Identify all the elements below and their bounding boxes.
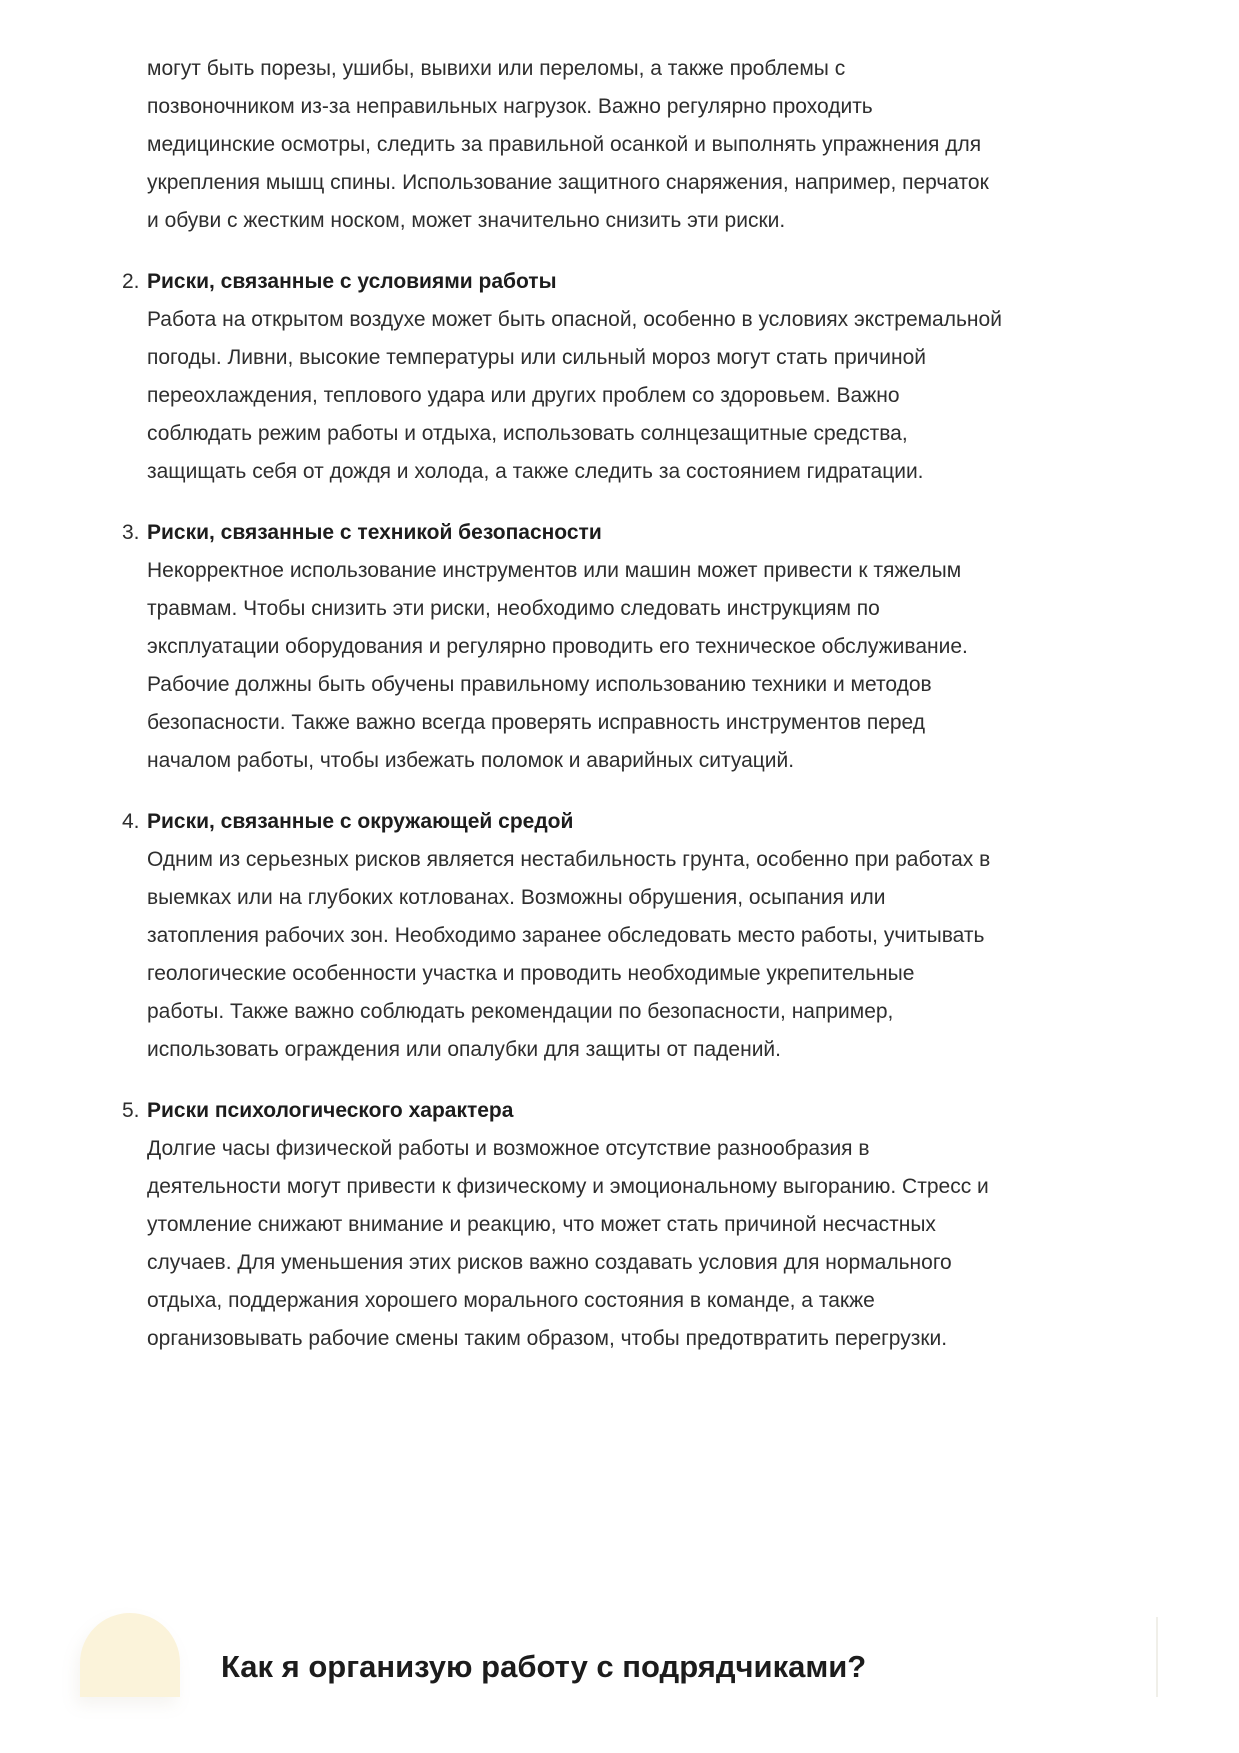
list-item-title: Риски психологического характера: [147, 1099, 514, 1122]
text-line: позвоночником из-за неправильных нагрузок. Важно регулярно проходить: [147, 95, 873, 118]
risk-list: [122, 263, 1152, 1358]
list-item-number: 4.: [122, 810, 140, 833]
list-item-number: 2.: [122, 270, 140, 293]
text-line: случаев. Для уменьшения этих рисков важно создавать условия для нормального: [147, 1251, 952, 1274]
text-line: выемках или на глубоких котлованах. Возможны обрушения, осыпания или: [147, 886, 886, 909]
list-item-body: [147, 1092, 1152, 1358]
list-item-paragraph: [147, 1130, 1152, 1358]
text-line: соблюдать режим работы и отдыха, использовать солнцезащитные средства,: [147, 422, 908, 445]
list-item: [122, 263, 1152, 491]
list-item-title: Риски, связанные с окружающей средой: [147, 810, 574, 833]
list-item-paragraph: [147, 841, 1152, 1069]
list-item-title: Риски, связанные с условиями работы: [147, 270, 557, 293]
text-line: безопасности. Также важно всегда проверять исправность инструментов перед: [147, 711, 926, 734]
intro-paragraph: [147, 50, 1152, 240]
text-line: и обуви с жестким носком, может значительно снизить эти риски.: [147, 209, 786, 232]
arch-decoration: [80, 1613, 180, 1697]
list-item-number: 3.: [122, 521, 140, 544]
list-item: [122, 1092, 1152, 1358]
list-item: [122, 803, 1152, 1069]
text-line: использовать ограждения или опалубки для защиты от падений.: [147, 1038, 781, 1061]
text-line: Долгие часы физической работы и возможное отсутствие разнообразия в: [147, 1137, 870, 1160]
text-line: медицинские осмотры, следить за правильной осанкой и выполнять упражнения для: [147, 133, 982, 156]
list-item: [122, 514, 1152, 780]
list-item-body: [147, 803, 1152, 1069]
text-line: Некорректное использование инструментов или машин может привести к тяжелым: [147, 559, 962, 582]
page-content: [122, 50, 1152, 1358]
text-line: погоды. Ливни, высокие температуры или сильный мороз могут стать причиной: [147, 346, 927, 369]
text-line: деятельности могут привести к физическому и эмоциональному выгоранию. Стресс и: [147, 1175, 989, 1198]
text-line: защищать себя от дождя и холода, а также следить за состоянием гидратации.: [147, 460, 924, 483]
list-item-title: Риски, связанные с техникой безопасности: [147, 521, 602, 544]
text-line: отдыха, поддержания хорошего морального состояния в команде, а также: [147, 1289, 875, 1312]
text-line: геологические особенности участка и проводить необходимые укрепительные: [147, 962, 915, 985]
text-line: укрепления мышц спины. Использование защитного снаряжения, например, перчаток: [147, 171, 989, 194]
section-divider-line: [1156, 1617, 1158, 1697]
next-section-heading: Как я организую работу с подрядчиками?: [221, 1649, 867, 1684]
text-line: Одним из серьезных рисков является нестабильность грунта, особенно при работах в: [147, 848, 991, 871]
text-line: началом работы, чтобы избежать поломок и аварийных ситуаций.: [147, 749, 795, 772]
list-item-body: [147, 263, 1152, 491]
text-line: могут быть порезы, ушибы, вывихи или переломы, а также проблемы с: [147, 57, 846, 80]
text-line: травмам. Чтобы снизить эти риски, необходимо следовать инструкциям по: [147, 597, 880, 620]
list-item-paragraph: [147, 301, 1152, 491]
text-line: утомление снижают внимание и реакцию, что может стать причиной несчастных: [147, 1213, 936, 1236]
text-line: Работа на открытом воздухе может быть опасной, особенно в условиях экстремальной: [147, 308, 1002, 331]
list-item-paragraph: [147, 552, 1152, 780]
list-item-body: [147, 514, 1152, 780]
text-line: Рабочие должны быть обучены правильному использованию техники и методов: [147, 673, 932, 696]
text-line: организовывать рабочие смены таким образом, чтобы предотвратить перегрузки.: [147, 1327, 948, 1350]
text-line: затопления рабочих зон. Необходимо заранее обследовать место работы, учитывать: [147, 924, 985, 947]
text-line: эксплуатации оборудования и регулярно проводить его техническое обслуживание.: [147, 635, 968, 658]
list-item-number: 5.: [122, 1099, 140, 1122]
text-line: работы. Также важно соблюдать рекомендации по безопасности, например,: [147, 1000, 894, 1023]
text-line: переохлаждения, теплового удара или других проблем со здоровьем. Важно: [147, 384, 900, 407]
